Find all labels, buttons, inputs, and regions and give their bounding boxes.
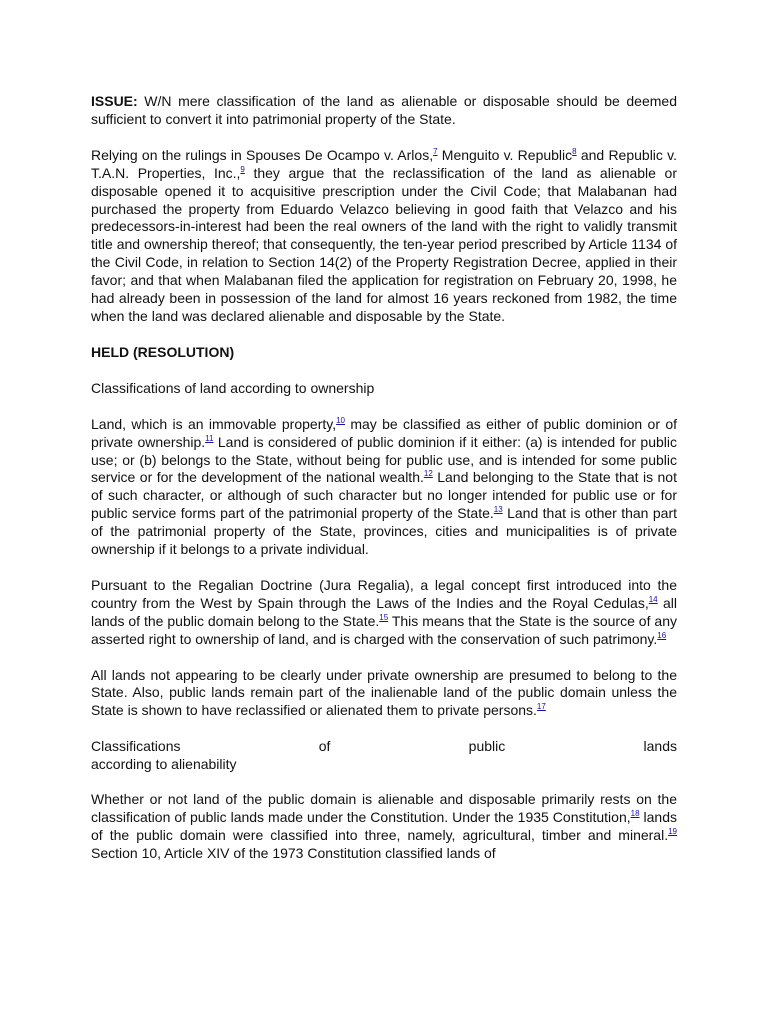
land-text-5: Land that is other than part of the patrimonial property of the State, provinces, cities and municipalities is of private ownership if it belongs to a private individual. xyxy=(91,505,677,558)
subheading-word-of: of xyxy=(318,738,331,755)
ownership-subheading: Classifications of land according to ownership xyxy=(91,379,375,396)
footnote-link-18[interactable]: 18 xyxy=(630,809,640,818)
footnote-link-8[interactable]: 8 xyxy=(572,146,577,156)
alienability-subheading-line-1 xyxy=(91,738,677,756)
relying-text-3: and Republic v. T.A.N. Properties, Inc., xyxy=(91,146,678,181)
footnote-link-14[interactable]: 14 xyxy=(648,594,658,604)
alienability-subheading xyxy=(91,738,677,774)
pursuant-text-1: Pursuant to the Regalian Doctrine (Jura Regalia), a legal concept first introduced into the country from the West by Spain through the Laws of the Indies and the Royal Cedulas, xyxy=(91,576,677,611)
land-text-1: Land, which is an immovable property, xyxy=(91,415,337,432)
document-body xyxy=(91,93,677,863)
land-text-3: Land is considered of public dominion if it either: (a) is intended for public use; or (b) belongs to the State, without being for public use, and is intended for some public service or for the development of the national wealth. xyxy=(91,433,677,486)
issue-label: ISSUE: xyxy=(91,93,138,109)
land-text-2: may be classified as either of public dominion or of private ownership. xyxy=(91,415,678,450)
footnote-link-9[interactable]: 9 xyxy=(240,164,245,174)
pursuant-text-2: all lands of the public domain belong to the State. xyxy=(91,594,677,629)
relying-paragraph xyxy=(91,147,677,326)
whether-paragraph xyxy=(91,791,677,863)
alienability-subheading-line-2: according to alienability xyxy=(91,756,237,773)
subheading-word-public: public xyxy=(468,738,506,755)
footnote-link-16[interactable]: 16 xyxy=(657,630,667,640)
whether-text-2: lands of the public domain were classified into three, namely, agricultural, timber and mineral. xyxy=(91,809,678,843)
land-paragraph xyxy=(91,416,677,559)
all-lands-paragraph xyxy=(91,667,677,721)
footnote-link-13[interactable]: 13 xyxy=(493,505,503,515)
relying-text-1: Relying on the rulings in Spouses De Ocampo v. Arlos, xyxy=(91,146,434,163)
whether-text-1: Whether or not land of the public domain is alienable and disposable primarily rests on the classification of public lands made under the Constitution. Under the 1935 Constitution, xyxy=(91,791,677,825)
pursuant-text-3: This means that the State is the source of any asserted right to ownership of land, and is charged with the conservation of such patrimony. xyxy=(91,612,677,647)
footnote-link-17[interactable]: 17 xyxy=(536,702,546,712)
land-text-4: Land belonging to the State that is not of such character, or although of such character but no longer intended for public use or for public service forms part of the patrimonial property of the State. xyxy=(91,469,677,522)
footnote-link-12[interactable]: 12 xyxy=(423,469,433,479)
all-lands-text: All lands not appearing to be clearly under private ownership are presumed to belong to the State. Also, public lands remain part of the inalienable land of the public domain unless the State is shown to have reclassified or alienated them to private persons. xyxy=(91,666,677,719)
relying-text-4: they argue that the reclassification of the land as alienable or disposable opened it to acquisitive prescription under the Civil Code; that Malabanan had purchased the property from Eduardo Velazco believing in good faith that Velazco and his predecessors-in-interest had been the real owners of the land with the right to validly transmit title and ownership thereof; that consequently, the ten-year period prescribed by Article 1134 of the Civil Code, in relation to Section 14(2) of the Property Registration Decree, applied in their favor; and that when Malabanan filed the application for registration on February 20, 1998, he had already been in possession of the land for almost 16 years reckoned from 1982, the time when the land was declared alienable and disposable by the State. xyxy=(91,164,677,324)
footnote-link-7[interactable]: 7 xyxy=(433,146,438,156)
relying-text-2: Menguito v. Republic xyxy=(437,146,573,163)
subheading-word-classifications: Classifications xyxy=(91,738,181,755)
issue-paragraph xyxy=(91,93,677,129)
footnote-link-19[interactable]: 19 xyxy=(668,826,677,836)
pursuant-paragraph xyxy=(91,577,677,649)
whether-text-3: Section 10, Article XIV of the 1973 Constitution classified lands of xyxy=(91,844,496,861)
issue-text: W/N mere classification of the land as alienable or disposable should be deemed sufficient to convert it into patrimonial property of the State. xyxy=(91,93,677,127)
subheading-word-lands: lands xyxy=(643,738,677,755)
footnote-link-15[interactable]: 15 xyxy=(379,612,389,622)
footnote-link-11[interactable]: 11 xyxy=(205,433,214,443)
held-heading: HELD (RESOLUTION) xyxy=(91,343,235,360)
footnote-link-10[interactable]: 10 xyxy=(336,415,346,425)
